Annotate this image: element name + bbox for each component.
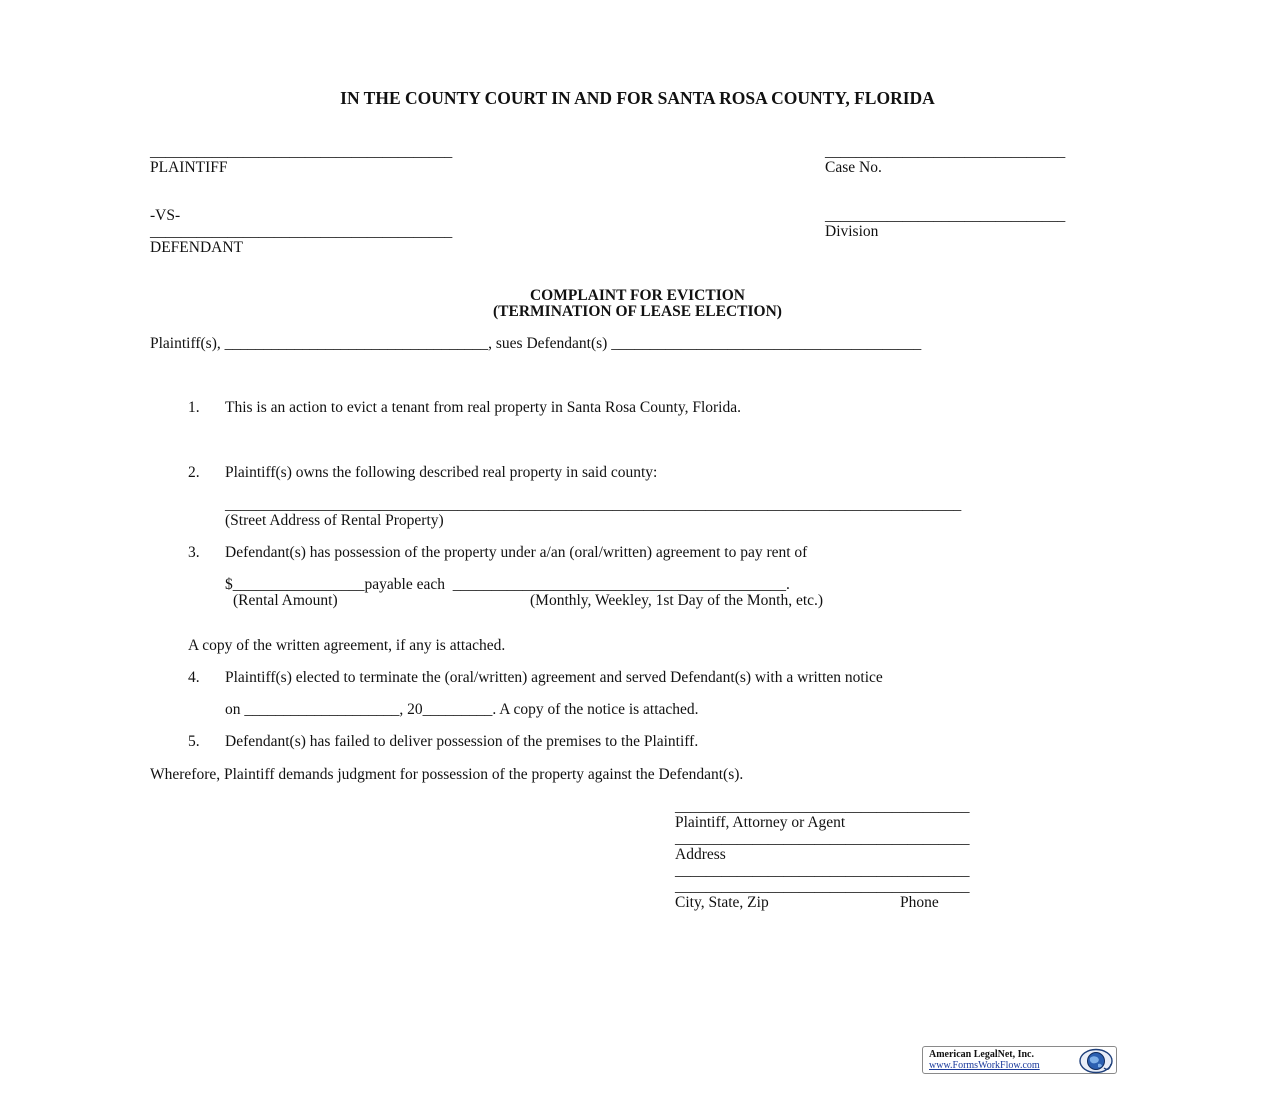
address-line[interactable]: ______________________________________	[675, 830, 970, 847]
case-number-label: Case No.	[825, 159, 882, 176]
rent-period-label: (Monthly, Weekley, 1st Day of the Month, etc.)	[530, 592, 824, 609]
paragraph-5-text: Defendant(s) has failed to deliver possession of the premises to the Plaintiff.	[225, 733, 699, 750]
written-agreement-note: A copy of the written agreement, if any is attached.	[188, 637, 506, 654]
case-number-line[interactable]: _______________________________	[825, 143, 1066, 160]
signature-label: Plaintiff, Attorney or Agent	[675, 814, 846, 831]
defendant-line[interactable]: _______________________________________	[150, 223, 453, 240]
complaint-subtitle: (TERMINATION OF LEASE ELECTION)	[493, 303, 782, 320]
logo-company-name: American LegalNet, Inc.	[929, 1049, 1034, 1060]
paragraph-5-number: 5.	[188, 733, 200, 750]
paragraph-1-number: 1.	[188, 399, 200, 416]
paragraph-2-text: Plaintiff(s) owns the following described real property in said county:	[225, 464, 658, 481]
street-address-caption: (Street Address of Rental Property)	[225, 512, 444, 529]
paragraph-2-number: 2.	[188, 464, 200, 481]
paragraph-3-text: Defendant(s) has possession of the property under a/an (oral/written) agreement to pay rent of	[225, 544, 808, 561]
rent-amount-line[interactable]: $_________________payable each ___________________________________________.	[225, 576, 790, 593]
address-label: Address	[675, 846, 726, 863]
globe-icon	[1078, 1048, 1114, 1074]
notice-date-line[interactable]: on ____________________, 20_________. A copy of the notice is attached.	[225, 701, 699, 718]
division-line[interactable]: _______________________________	[825, 207, 1066, 224]
complaint-title: COMPLAINT FOR EVICTION	[529, 287, 745, 304]
court-title: IN THE COUNTY COURT IN AND FOR SANTA ROSA COUNTY, FLORIDA	[340, 88, 935, 108]
wherefore-clause: Wherefore, Plaintiff demands judgment for possession of the property against the Defendant(s).	[150, 766, 744, 783]
city-state-zip-label: City, State, Zip	[675, 894, 769, 911]
paragraph-3-number: 3.	[188, 544, 200, 561]
paragraph-4-text: Plaintiff(s) elected to terminate the (oral/written) agreement and served Defendant(s) with a written notice	[225, 669, 883, 686]
address-line-2[interactable]: ______________________________________	[675, 862, 970, 879]
rent-amount-label: (Rental Amount)	[233, 592, 338, 609]
defendant-label: DEFENDANT	[150, 239, 243, 256]
paragraph-4-number: 4.	[188, 669, 200, 686]
division-label: Division	[825, 223, 879, 240]
phone-label: Phone	[900, 894, 939, 911]
paragraph-1-text: This is an action to evict a tenant from real property in Santa Rosa County, Florida.	[225, 399, 741, 416]
versus-label: -VS-	[150, 207, 181, 224]
plaintiff-line[interactable]: _______________________________________	[150, 143, 453, 160]
logo-website-link[interactable]: www.FormsWorkFlow.com	[929, 1060, 1040, 1071]
street-address-line[interactable]: _______________________________________________________________________________________________	[225, 496, 962, 513]
plaintiff-label: PLAINTIFF	[150, 159, 228, 176]
city-state-zip-line[interactable]: ______________________________________	[675, 878, 970, 895]
intro-line[interactable]: Plaintiff(s), __________________________________, sues Defendant(s) ________________________________________	[150, 335, 922, 352]
signature-line[interactable]: ______________________________________	[675, 798, 970, 815]
american-legalnet-logo	[922, 1046, 1117, 1074]
